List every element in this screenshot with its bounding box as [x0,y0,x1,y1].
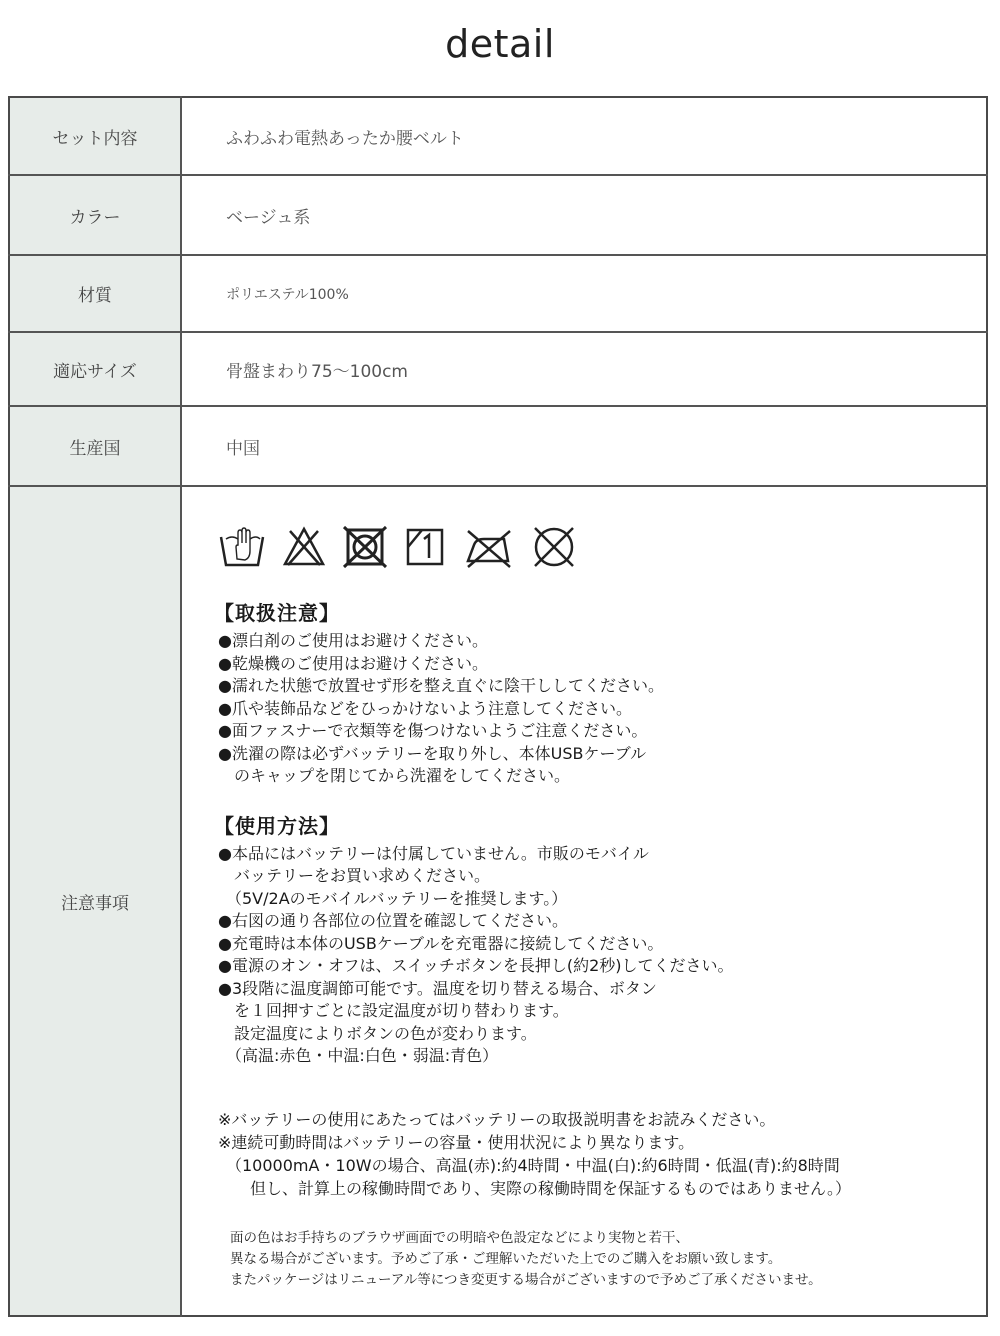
no-dry-clean-icon [530,525,578,569]
list-item: （高温:赤色・中温:白色・弱温:青色） [218,1046,499,1065]
spec-value: 中国 [181,406,987,486]
list-item: ●洗濯の際は必ずバッテリーを取り外し、本体USBケーブル [218,743,647,763]
no-tumble-dry-icon [342,525,388,569]
list-item: ●乾燥機のご使用はお避けください。 [218,653,488,673]
list-item: 設定温度によりボタンの色が変わります。 [218,1023,537,1043]
spec-label: 生産国 [9,406,181,486]
battery-notes [218,1108,986,1200]
line-dry-shade-icon [404,525,448,569]
list-item: ●充電時は本体のUSBケーブルを充電器に接続してください。 [218,933,664,953]
spec-label: カラー [9,175,181,255]
page-title: detail [445,22,555,66]
spec-row-set [9,97,987,175]
spec-label: 材質 [9,255,181,332]
no-iron-icon [464,525,514,569]
list-item: ●濡れた状態で放置せず形を整え直ぐに陰干ししてください。 [218,676,664,695]
usage-heading: 【使用方法】 [214,813,340,838]
list-item: ●面ファスナーで衣類等を傷つけないようご注意ください。 [218,721,648,740]
spec-value: ポリエステル100% [181,255,987,332]
spec-row-origin [9,406,987,486]
handling-list [218,630,986,788]
list-item: のキャップを閉じてから洗濯をしてください。 [218,766,571,785]
spec-label: 適応サイズ [9,332,181,406]
battery-note: ※バッテリーの使用にあたってはバッテリーの取扱説明書をお読みください。 [218,1109,776,1129]
list-item: ●3段階に温度調節可能です。温度を切り替える場合、ボタン [218,978,657,998]
care-icons [218,523,986,571]
list-item: バッテリーをお買い求めください。 [218,866,491,885]
list-item: ●右図の通り各部位の位置を確認してください。 [218,911,568,930]
no-bleach-icon [282,525,326,569]
spec-row-notes [9,486,987,1316]
spec-row-color [9,175,987,255]
spec-value: 骨盤まわり75〜100cm [181,332,987,406]
list-item: ●爪や装飾品などをひっかけないよう注意してください。 [218,698,632,718]
spec-row-material [9,255,987,332]
footer-line: またパッケージはリニューアル等につき変更する場合がございますので予めご了承くださいませ。 [230,1271,822,1288]
spec-label: セット内容 [9,97,181,175]
battery-note: （10000mA・10Wの場合、高温(赤):約4時間・中温(白):約6時間・低温(青):約8時間 [218,1155,840,1175]
list-item: ●電源のオン・オフは、スイッチボタンを長押し(約2秒)してください。 [218,956,734,975]
list-item: ●漂白剤のご使用はお避けください。 [218,631,488,650]
usage-list [218,843,986,1068]
hand-wash-icon [218,525,266,569]
footer-line: 異なる場合がございます。予めご了承・ご理解いただいた上でのご購入をお願い致します。 [230,1250,782,1267]
battery-note: ※連続可動時間はバッテリーの容量・使用状況により異なります。 [218,1132,695,1152]
footer-line: 面の色はお手持ちのブラウザ画面での明暗や色設定などにより実物と若干、 [230,1229,689,1246]
footer-notes [218,1228,986,1291]
spec-row-size [9,332,987,406]
spec-value: ふわふわ電熱あったか腰ベルト [181,97,987,175]
list-item: を１回押すごとに設定温度が切り替わります。 [218,1001,569,1020]
spec-label: 注意事項 [9,486,181,1316]
spec-value: ベージュ系 [181,175,987,255]
list-item: ●本品にはバッテリーは付属していません。市販のモバイル [218,843,649,863]
notes-content [181,486,987,1316]
spec-table [8,96,988,1317]
list-item: （5V/2Aのモバイルバッテリーを推奨します。） [218,888,568,908]
battery-note: 但し、計算上の稼働時間であり、実際の稼働時間を保証するものではありません。） [218,1178,851,1198]
handling-heading: 【取扱注意】 [214,601,340,625]
